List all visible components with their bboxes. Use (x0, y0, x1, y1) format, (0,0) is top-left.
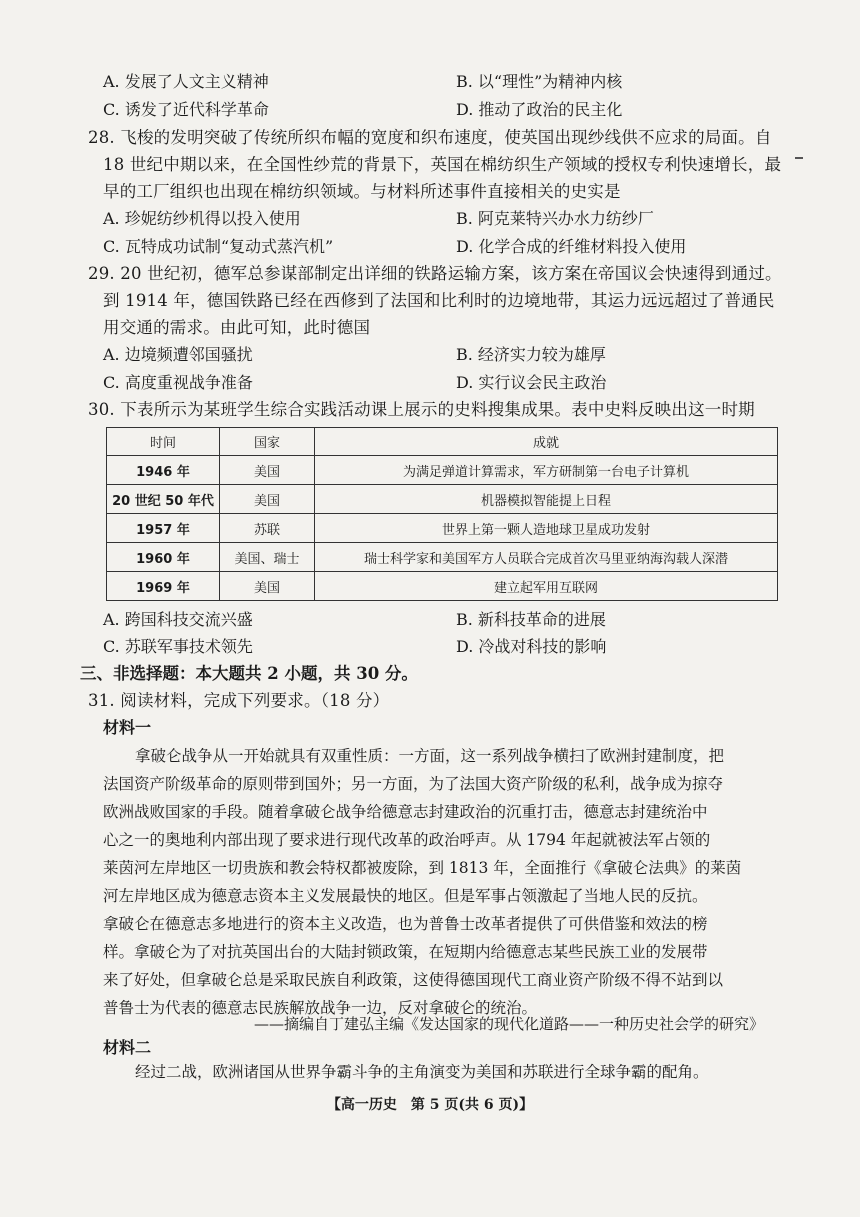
header-time: 时间 (107, 428, 220, 456)
material-1-line: 拿破仑战争从一开始就具有双重性质：一方面，这一系列战争横扫了欧洲封建制度，把 (135, 747, 725, 765)
material-1-title: 材料一 (103, 718, 152, 737)
q30-option-d: D. 冷战对科技的影响 (456, 637, 607, 656)
material-2-title: 材料二 (103, 1038, 152, 1057)
q28-stem-line-3: 早的工厂组织也出现在棉纺织领域。与材料所述事件直接相关的史实是 (103, 182, 621, 201)
q27-option-b: B. 以“理性”为精神内核 (456, 72, 623, 91)
material-1-source: ——摘编自丁建弘主编《发达国家的现代化道路——一种历史社会学的研究》 (253, 1015, 764, 1033)
cell-time: 1946 年 (107, 456, 220, 485)
material-1-line: 法国资产阶级革命的原则带到国外；另一方面，为了法国大资产阶级的私利，战争成为掠夺 (103, 775, 724, 793)
material-1-line: 样。拿破仑为了对抗英国出台的大陆封锁政策，在短期内给德意志某些民族工业的发展带 (103, 943, 708, 961)
table-row (107, 456, 778, 485)
material-1-line: 欧洲战败国家的手段。随着拿破仑战争给德意志封建政治的沉重打击，德意志封建统治中 (103, 803, 708, 821)
material-1-line: 心之一的奥地利内部出现了要求进行现代改革的政治呼声。从 1794 年起就被法军占领的 (103, 831, 711, 849)
q30-option-b: B. 新科技革命的进展 (456, 610, 606, 629)
q27-option-d: D. 推动了政治的民主化 (456, 100, 623, 119)
table-header-row (107, 428, 778, 456)
material-1-line: 莱茵河左岸地区一切贵族和教会特权都被废除，到 1813 年，全面推行《拿破仑法典》的莱茵 (103, 859, 742, 877)
history-table (106, 427, 778, 601)
table-row (107, 485, 778, 514)
cell-time: 20 世纪 50 年代 (107, 485, 220, 514)
cell-country: 美国 (220, 485, 315, 514)
q30-option-a: A. 跨国科技交流兴盛 (103, 610, 253, 629)
q28-option-c: C. 瓦特成功试制“复动式蒸汽机” (103, 237, 334, 256)
material-2-line: 经过二战，欧洲诸国从世界争霸斗争的主角演变为美国和苏联进行全球争霸的配角。 (135, 1063, 709, 1081)
q28-option-b: B. 阿克莱特兴办水力纺纱厂 (456, 209, 654, 228)
material-1-line: 河左岸地区成为德意志资本主义发展最快的地区。但是军事占领激起了当地人民的反抗。 (103, 887, 708, 905)
cell-country: 苏联 (220, 514, 315, 543)
q29-option-c: C. 高度重视战争准备 (103, 373, 253, 392)
page-footer: 【高一历史 第 5 页(共 6 页)】 (326, 1097, 534, 1113)
cell-time: 1960 年 (107, 543, 220, 572)
cell-achievement: 机器模拟智能提上日程 (315, 485, 778, 514)
q29-stem-line-3: 用交通的需求。由此可知，此时德国 (103, 318, 371, 337)
q28-stem-line-1: 28. 飞梭的发明突破了传统所织布幅的宽度和织布速度，使英国出现纱线供不应求的局面。自 (88, 128, 772, 147)
q27-option-a: A. 发展了人文主义精神 (103, 72, 269, 91)
q30-option-c: C. 苏联军事技术领先 (103, 637, 253, 656)
cell-achievement: 世界上第一颗人造地球卫星成功发射 (315, 514, 778, 543)
cell-country: 美国 (220, 572, 315, 601)
header-achievement: 成就 (315, 428, 778, 456)
table-row (107, 514, 778, 543)
cell-country: 美国 (220, 456, 315, 485)
q30-stem: 30. 下表所示为某班学生综合实践活动课上展示的史料搜集成果。表中史料反映出这一时期 (88, 400, 755, 419)
cell-time: 1969 年 (107, 572, 220, 601)
section-heading: 三、非选择题：本大题共 2 小题，共 30 分。 (80, 664, 418, 683)
cell-time: 1957 年 (107, 514, 220, 543)
q29-stem-line-2: 到 1914 年，德国铁路已经在西修到了法国和比利时的边境地带，其运力远远超过了普通民 (103, 291, 775, 310)
cell-country: 美国、瑞士 (220, 543, 315, 572)
scan-mark (795, 157, 803, 159)
table-row (107, 572, 778, 601)
q29-option-d: D. 实行议会民主政治 (456, 373, 607, 392)
table-row (107, 543, 778, 572)
q29-stem-line-1: 29. 20 世纪初，德军总参谋部制定出详细的铁路运输方案，该方案在帝国议会快速得到通过。 (88, 264, 782, 283)
cell-achievement: 建立起军用互联网 (315, 572, 778, 601)
q31-stem: 31. 阅读材料，完成下列要求。（18 分） (88, 691, 390, 710)
q28-option-a: A. 珍妮纺纱机得以投入使用 (103, 209, 301, 228)
cell-achievement: 为满足弹道计算需求，军方研制第一台电子计算机 (315, 456, 778, 485)
q28-stem-line-2: 18 世纪中期以来，在全国性纱荒的背景下，英国在棉纺织生产领域的授权专利快速增长，最 (103, 155, 782, 174)
header-country: 国家 (220, 428, 315, 456)
q27-option-c: C. 诱发了近代科学革命 (103, 100, 269, 119)
material-1-line: 拿破仑在德意志多地进行的资本主义改造，也为普鲁士改革者提供了可供借鉴和效法的榜 (103, 915, 708, 933)
q29-option-a: A. 边境频遭邻国骚扰 (103, 345, 253, 364)
q29-option-b: B. 经济实力较为雄厚 (456, 345, 606, 364)
q28-option-d: D. 化学合成的纤维材料投入使用 (456, 237, 687, 256)
material-1-line: 普鲁士为代表的德意志民族解放战争一边，反对拿破仑的统治。 (103, 999, 538, 1017)
cell-achievement: 瑞士科学家和美国军方人员联合完成首次马里亚纳海沟载人深潜 (315, 543, 778, 572)
material-1-line: 来了好处，但拿破仑总是采取民族自利政策，这使得德国现代工商业资产阶级不得不站到以 (103, 971, 724, 989)
